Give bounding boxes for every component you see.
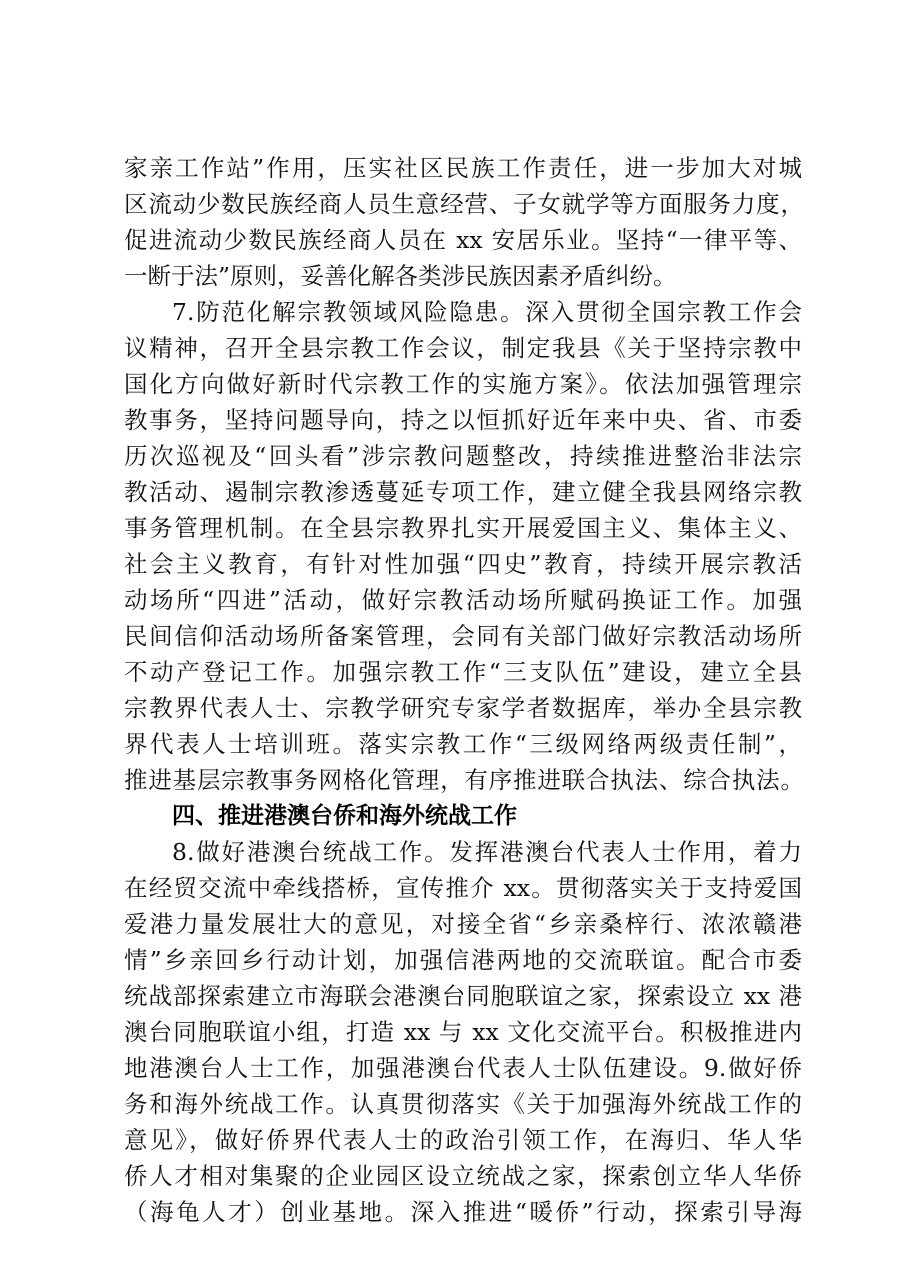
text-line: 在经贸交流中牵线搭桥，宣传推介 xx。贯彻落实关于支持爱国 bbox=[124, 874, 802, 902]
text-line: 教事务，坚持问题导向，持之以恒抓好近年来中央、省、市委 bbox=[124, 406, 802, 434]
text-line: 界代表人士培训班。落实宗教工作“三级网络两级责任制”， bbox=[124, 730, 802, 758]
text-line: 教活动、遏制宗教渗透蔓延专项工作，建立健全我县网络宗教 bbox=[124, 478, 802, 506]
text-line: 意见》，做好侨界代表人士的政治引领工作，在海归、华人华 bbox=[124, 1126, 802, 1154]
text-line: （海龟人才）创业基地。深入推进“暖侨”行动，探索引导海 bbox=[124, 1198, 802, 1226]
text-line: 动场所“四进”活动，做好宗教活动场所赋码换证工作。加强 bbox=[124, 586, 802, 614]
text-line: 国化方向做好新时代宗教工作的实施方案》。依法加强管理宗 bbox=[124, 370, 802, 398]
text-line: 社会主义教育，有针对性加强“四史”教育，持续开展宗教活 bbox=[124, 550, 802, 578]
text-line: 地港澳台人士工作，加强港澳台代表人士队伍建设。9.做好侨 bbox=[124, 1054, 802, 1082]
text-line: 情”乡亲回乡行动计划，加强信港两地的交流联谊。配合市委 bbox=[124, 946, 802, 974]
text-line: 家亲工作站”作用，压实社区民族工作责任，进一步加大对城 bbox=[124, 154, 802, 182]
text-line: 民间信仰活动场所备案管理，会同有关部门做好宗教活动场所 bbox=[124, 622, 802, 650]
text-line: 统战部探索建立市海联会港澳台同胞联谊之家，探索设立 xx 港 bbox=[124, 982, 802, 1010]
text-line: 务和海外统战工作。认真贯彻落实《关于加强海外统战工作的 bbox=[124, 1090, 802, 1118]
text-line: 历次巡视及“回头看”涉宗教问题整改，持续推进整治非法宗 bbox=[124, 442, 802, 470]
text-line: 一断于法”原则，妥善化解各类涉民族因素矛盾纠纷。 bbox=[124, 262, 677, 290]
text-line: 澳台同胞联谊小组，打造 xx 与 xx 文化交流平台。积极推进内 bbox=[124, 1018, 802, 1046]
text-line: 促进流动少数民族经商人员在 xx 安居乐业。坚持“一律平等、 bbox=[124, 226, 802, 254]
text-line: 事务管理机制。在全县宗教界扎实开展爱国主义、集体主义、 bbox=[124, 514, 802, 542]
paragraph-start-line: 8.做好港澳台统战工作。发挥港澳台代表人士作用，着力 bbox=[172, 838, 802, 866]
section-heading: 四、推进港澳台侨和海外统战工作 bbox=[172, 803, 517, 829]
text-line: 爱港力量发展壮大的意见，对接全省“乡亲桑梓行、浓浓赣港 bbox=[124, 910, 802, 938]
text-line: 宗教界代表人士、宗教学研究专家学者数据库，举办全县宗教 bbox=[124, 694, 802, 722]
text-line: 不动产登记工作。加强宗教工作“三支队伍”建设，建立全县 bbox=[124, 658, 802, 686]
text-line: 议精神，召开全县宗教工作会议，制定我县《关于坚持宗教中 bbox=[124, 334, 802, 362]
paragraph-start-line: 7.防范化解宗教领域风险隐患。深入贯彻全国宗教工作会 bbox=[172, 298, 802, 326]
text-line: 推进基层宗教事务网格化管理，有序推进联合执法、综合执法。 bbox=[124, 766, 804, 794]
text-line: 区流动少数民族经商人员生意经营、子女就学等方面服务力度， bbox=[124, 190, 804, 218]
text-line: 侨人才相对集聚的企业园区设立统战之家，探索创立华人华侨 bbox=[124, 1162, 802, 1190]
